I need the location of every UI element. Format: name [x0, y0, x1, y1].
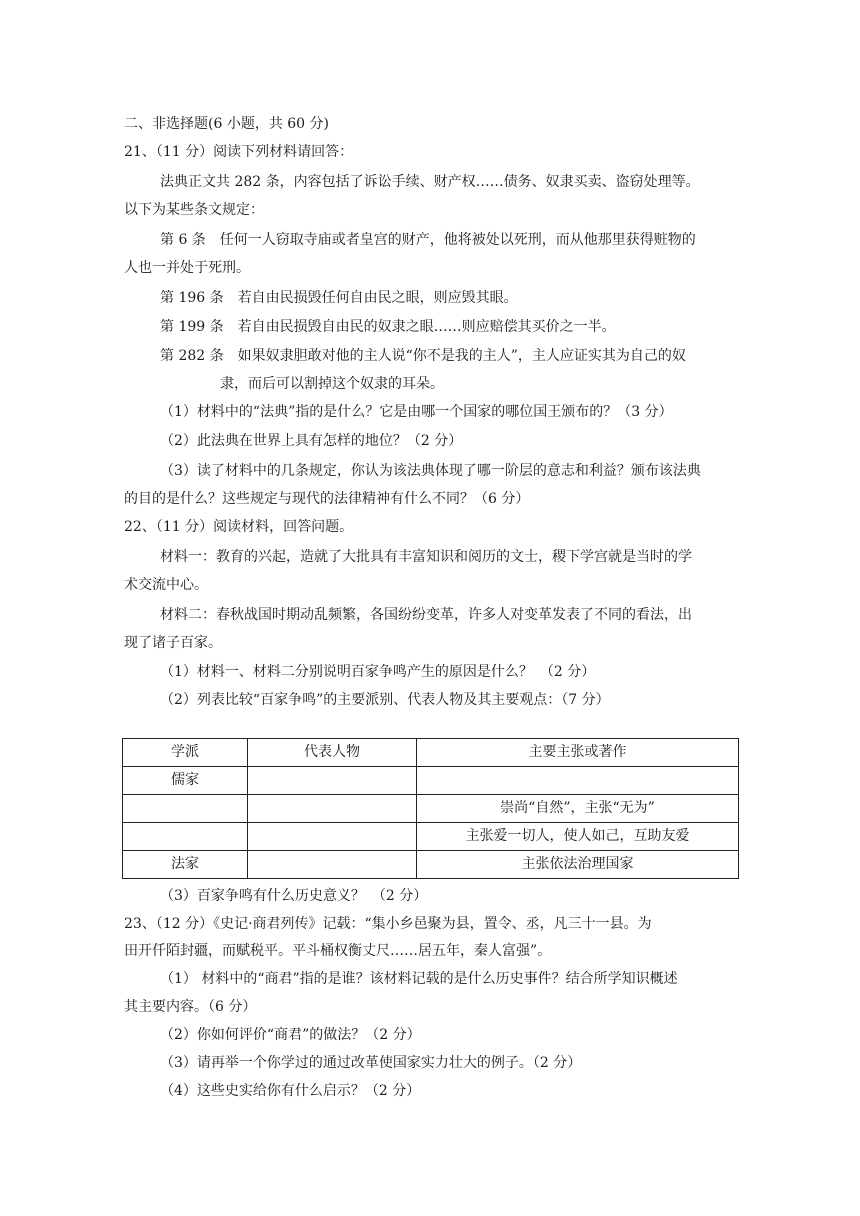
table-cell-view[interactable]	[417, 767, 739, 795]
table-row	[123, 851, 739, 879]
q23-question1-line2: 其主要内容。（6 分）	[124, 999, 257, 1015]
q22-material2-line2: 现了诸子百家。	[124, 635, 222, 651]
q22-intro: 22、（11 分）阅读材料，回答问题。	[124, 519, 354, 535]
table-cell-school[interactable]	[123, 823, 248, 851]
q21-article282-line2: 隶，而后可以割掉这个奴隶的耳朵。	[220, 376, 444, 392]
schools-comparison-table	[122, 738, 739, 879]
q21-article199: 第 199 条 若自由民损毁自由民的奴隶之眼……则应赔偿其买价之一半。	[160, 319, 616, 335]
q21-article196: 第 196 条 若自由民损毁任何自由民之眼，则应毁其眼。	[160, 290, 518, 306]
table-row	[123, 767, 739, 795]
table-header-cell: 主要主张或著作	[417, 739, 739, 767]
q21-para1-line2: 以下为某些条文规定：	[124, 202, 264, 218]
section-header: 二、非选择题(6 小题，共 60 分)	[124, 116, 329, 132]
table-cell-school[interactable]	[123, 795, 248, 823]
q23-question2: （2）你如何评价“商君”的做法？（2 分）	[160, 1027, 421, 1043]
table-cell-representative[interactable]	[248, 795, 417, 823]
q21-intro: 21、（11 分）阅读下列材料请回答：	[124, 144, 354, 160]
q22-material1-line1: 材料一：教育的兴起，造就了大批具有丰富知识和阅历的文士，稷下学宫就是当时的学	[160, 549, 692, 565]
table-cell-view[interactable]: 主张爱一切人，使人如己，互助友爱	[417, 823, 739, 851]
table-cell-school[interactable]: 儒家	[123, 767, 248, 795]
table-row	[123, 795, 739, 823]
table-row	[123, 823, 739, 851]
table-cell-representative[interactable]	[248, 851, 417, 879]
q21-para1-line1: 法典正文共 282 条，内容包括了诉讼手续、财产权……债务、奴隶买卖、盗窃处理等。	[160, 174, 700, 190]
table-cell-school[interactable]: 法家	[123, 851, 248, 879]
table-header-cell: 代表人物	[248, 739, 417, 767]
q23-intro-line2: 田开仟陌封疆，而赋税平。平斗桶权衡丈尺……居五年，秦人富强”。	[124, 943, 552, 959]
q21-article6-line2: 人也一并处于死刑。	[124, 260, 250, 276]
table-cell-representative[interactable]	[248, 823, 417, 851]
q23-question1-line1: （1） 材料中的“商君”指的是谁？该材料记载的是什么历史事件？结合所学知识概述	[160, 971, 678, 987]
q21-question3-line2: 的目的是什么？这些规定与现代的法律精神有什么不同？（6 分）	[124, 491, 530, 507]
q21-article6-line1: 第 6 条 任何一人窃取寺庙或者皇宫的财产，他将被处以死刑，而从他那里获得赃物的	[160, 232, 696, 248]
q23-intro-line1: 23、（12 分）《史记·商君列传》记载：“集小乡邑聚为县，置令、丞，凡三十一县。为	[124, 916, 652, 932]
q21-article282-line1: 第 282 条 如果奴隶胆敢对他的主人说“你不是我的主人”，主人应证实其为自己的奴	[160, 348, 686, 364]
q21-question1: （1）材料中的“法典”指的是什么？它是由哪一个国家的哪位国王颁布的？（3 分）	[160, 404, 673, 420]
q23-question3: （3）请再举一个你学过的通过改革使国家实力壮大的例子。（2 分）	[160, 1055, 582, 1071]
table-cell-view[interactable]: 崇尚“自然”，主张“无为”	[417, 795, 739, 823]
table-cell-representative[interactable]	[248, 767, 417, 795]
q23-question4: （4）这些史实给你有什么启示？（2 分）	[160, 1083, 421, 1099]
q22-question2: （2）列表比较“百家争鸣”的主要派别、代表人物及其主要观点：（7 分）	[160, 692, 610, 708]
table-cell-view[interactable]: 主张依法治理国家	[417, 851, 739, 879]
q22-question3: （3）百家争鸣有什么历史意义？ （2 分）	[160, 888, 428, 904]
q22-material2-line1: 材料二：春秋战国时期动乱频繁，各国纷纷变革，许多人对变革发表了不同的看法，出	[160, 607, 692, 623]
q21-question3-line1: （3）读了材料中的几条规定，你认为该法典体现了哪一阶层的意志和利益？颁布该法典	[160, 463, 701, 479]
q21-question2: （2）此法典在世界上具有怎样的地位？（2 分）	[160, 433, 463, 449]
q22-material1-line2: 术交流中心。	[124, 577, 208, 593]
table-header-cell: 学派	[123, 739, 248, 767]
table-header-row	[123, 739, 739, 767]
q22-question1: （1）材料一、材料二分别说明百家争鸣产生的原因是什么？ （2 分）	[160, 664, 596, 680]
